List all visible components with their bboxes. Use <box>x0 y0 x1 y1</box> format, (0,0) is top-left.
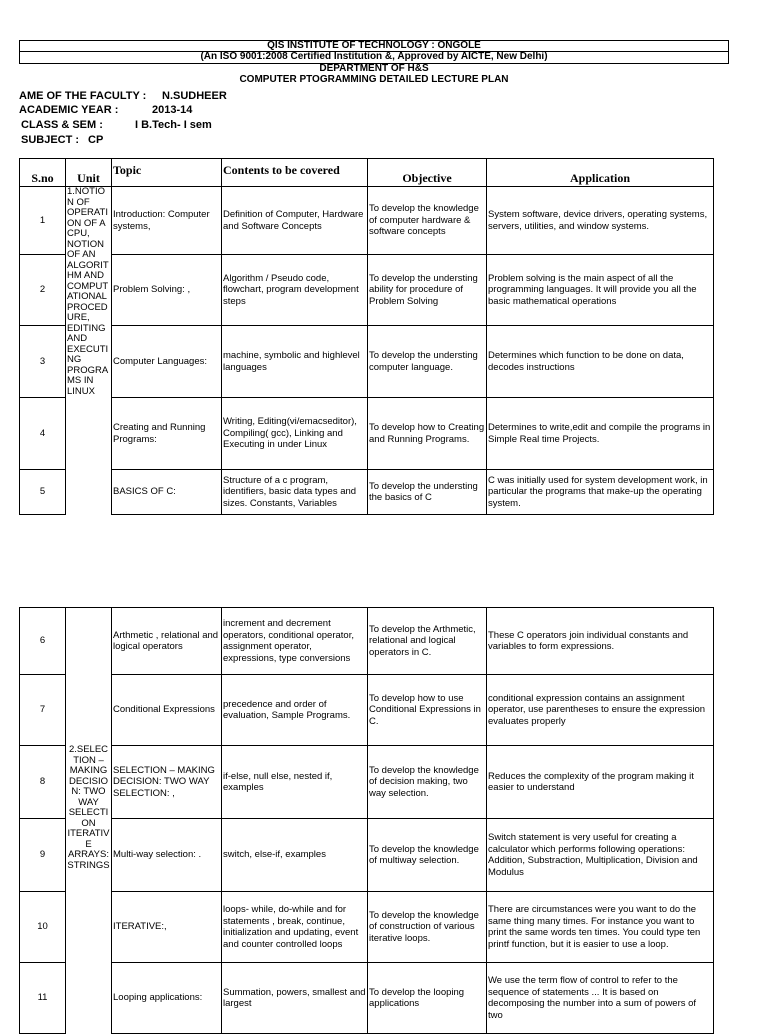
col-contents: Contents to be covered <box>222 159 368 187</box>
row-application: Determines which function to be done on data, decodes instructions <box>487 326 714 398</box>
row-topic: Looping applications: <box>112 963 222 1034</box>
row-application: These C operators join individual constants and variables to form expressions. <box>487 608 714 675</box>
row-objective: To develop how to Creating and Running Programs. <box>368 398 487 470</box>
lecture-plan-table-2 <box>19 607 714 1034</box>
institute-title: QIS INSTITUTE OF TECHNOLOGY : ONGOLE <box>19 40 729 52</box>
table-header-row <box>20 159 714 187</box>
row-contents: precedence and order of evaluation, Sample Programs. <box>222 675 368 746</box>
row-sno: 7 <box>20 675 66 746</box>
table-row <box>20 326 714 398</box>
row-topic: Computer Languages: <box>112 326 222 398</box>
row-objective: To develop the knowledge of computer hardware & software concepts <box>368 187 487 255</box>
table-row <box>20 746 714 819</box>
row-objective: To develop the knowledge of decision making, two way selection. <box>368 746 487 819</box>
year-label: ACADEMIC YEAR : <box>19 104 119 116</box>
subject-label: SUBJECT : <box>21 134 80 146</box>
row-sno: 1 <box>20 187 66 255</box>
faculty-label: AME OF THE FACULTY : <box>19 90 147 102</box>
row-contents: Structure of a c program, identifiers, basic data types and sizes. Constants, Variables <box>222 470 368 515</box>
row-contents: machine, symbolic and highlevel languages <box>222 326 368 398</box>
row-application: conditional expression contains an assignment operator, use parentheses to ensure the expression evaluates properly <box>487 675 714 746</box>
row-application: System software, device drivers, operating systems, servers, utilities, and window systems. <box>487 187 714 255</box>
subject-value: CP <box>88 134 104 146</box>
col-application: Application <box>487 159 714 187</box>
year-value: 2013-14 <box>152 104 193 116</box>
row-contents: switch, else-if, examples <box>222 819 368 892</box>
table-row <box>20 892 714 963</box>
unit-2-label: 2.SELEC TION – MAKING DECISIO N: TWO WAY SELECTI ON ITERATIV E ARRAYS: STRINGS <box>67 744 110 871</box>
row-application: Switch statement is very useful for creating a calculator which performs following operations: Addition, Substraction, Multiplication, Division and Modulus <box>487 819 714 892</box>
col-sno: S.no <box>20 159 66 187</box>
row-contents: increment and decrement operators, conditional operator, assignment operator, expressions, type conversions <box>222 608 368 675</box>
lecture-plan-table-1 <box>19 158 714 515</box>
row-topic: BASICS OF C: <box>112 470 222 515</box>
table-row <box>20 398 714 470</box>
row-objective: To develop the understing the basics of C <box>368 470 487 515</box>
row-application: We use the term flow of control to refer to the sequence of statements ... It is based on decomposing the number into a sum of powers of two <box>487 963 714 1034</box>
row-contents: Writing, Editing(vi/emacseditor), Compiling( gcc), Linking and Executing in under Linux <box>222 398 368 470</box>
accreditation-line: (An ISO 9001:2008 Certified Institution &, Approved by AICTE, New Delhi) <box>19 51 729 64</box>
table-row <box>20 608 714 675</box>
row-application: There are circumstances were you want to do the same thing many times. For instance you want to print the same words ten times. You could type ten printf function, but it is easier to use a loop. <box>487 892 714 963</box>
row-sno: 10 <box>20 892 66 963</box>
row-application: Reduces the complexity of the program making it easier to understand <box>487 746 714 819</box>
row-objective: To develop the understing ability for procedure of Problem Solving <box>368 255 487 326</box>
plan-title: COMPUTER PTOGRAMMING DETAILED LECTURE PLAN <box>239 74 509 85</box>
row-objective: To develop the understing computer language. <box>368 326 487 398</box>
row-sno: 3 <box>20 326 66 398</box>
table-row <box>20 255 714 326</box>
row-sno: 4 <box>20 398 66 470</box>
row-objective: To develop the looping applications <box>368 963 487 1034</box>
col-topic: Topic <box>112 159 222 187</box>
table-row <box>20 819 714 892</box>
department-title: DEPARTMENT OF H&S <box>319 63 429 74</box>
row-topic: Arthmetic , relational and logical operators <box>112 608 222 675</box>
unit-2-cell <box>66 608 112 1034</box>
row-sno: 8 <box>20 746 66 819</box>
row-objective: To develop the Arthmetic, relational and logical operators in C. <box>368 608 487 675</box>
row-topic: SELECTION – MAKING DECISION: TWO WAY SELECTION: , <box>112 746 222 819</box>
row-topic: Conditional Expressions <box>112 675 222 746</box>
table-row <box>20 470 714 515</box>
row-objective: To develop how to use Conditional Expressions in C. <box>368 675 487 746</box>
row-topic: Problem Solving: , <box>112 255 222 326</box>
row-application: Determines to write,edit and compile the programs in Simple Real time Projects. <box>487 398 714 470</box>
row-objective: To develop the knowledge of multiway selection. <box>368 819 487 892</box>
row-sno: 6 <box>20 608 66 675</box>
row-contents: Definition of Computer, Hardware and Software Concepts <box>222 187 368 255</box>
row-topic: Introduction: Computer systems, <box>112 187 222 255</box>
row-application: C was initially used for system development work, in particular the programs that make-up the operating system. <box>487 470 714 515</box>
class-label: CLASS & SEM : <box>21 119 103 131</box>
row-application: Problem solving is the main aspect of all the programming languages. It will provide you all the basic mathematical operations <box>487 255 714 326</box>
row-objective: To develop the knowledge of construction of various iterative loops. <box>368 892 487 963</box>
col-objective: Objective <box>368 159 487 187</box>
col-unit: Unit <box>66 159 112 187</box>
row-sno: 2 <box>20 255 66 326</box>
table-row <box>20 963 714 1034</box>
row-sno: 5 <box>20 470 66 515</box>
row-topic: Multi-way selection: . <box>112 819 222 892</box>
class-value: I B.Tech- I sem <box>135 119 212 131</box>
row-contents: Algorithm / Pseudo code, flowchart, program development steps <box>222 255 368 326</box>
row-contents: loops- while, do-while and for statements , break, continue, initialization and updating, event and counter controlled loops <box>222 892 368 963</box>
row-contents: Summation, powers, smallest and largest <box>222 963 368 1034</box>
row-topic: ITERATIVE:, <box>112 892 222 963</box>
faculty-value: N.SUDHEER <box>162 90 227 102</box>
unit-1-cell: 1.NOTIO N OF OPERATI ON OF A CPU, NOTION OF AN ALGORIT HM AND COMPUT ATIONAL PROCED URE, EDITING AND EXECUTI NG PROGRA MS IN LINUX <box>66 187 112 515</box>
table-row <box>20 675 714 746</box>
row-contents: if-else, null else, nested if, examples <box>222 746 368 819</box>
row-sno: 9 <box>20 819 66 892</box>
row-sno: 11 <box>20 963 66 1034</box>
row-topic: Creating and Running Programs: <box>112 398 222 470</box>
table-row <box>20 187 714 255</box>
